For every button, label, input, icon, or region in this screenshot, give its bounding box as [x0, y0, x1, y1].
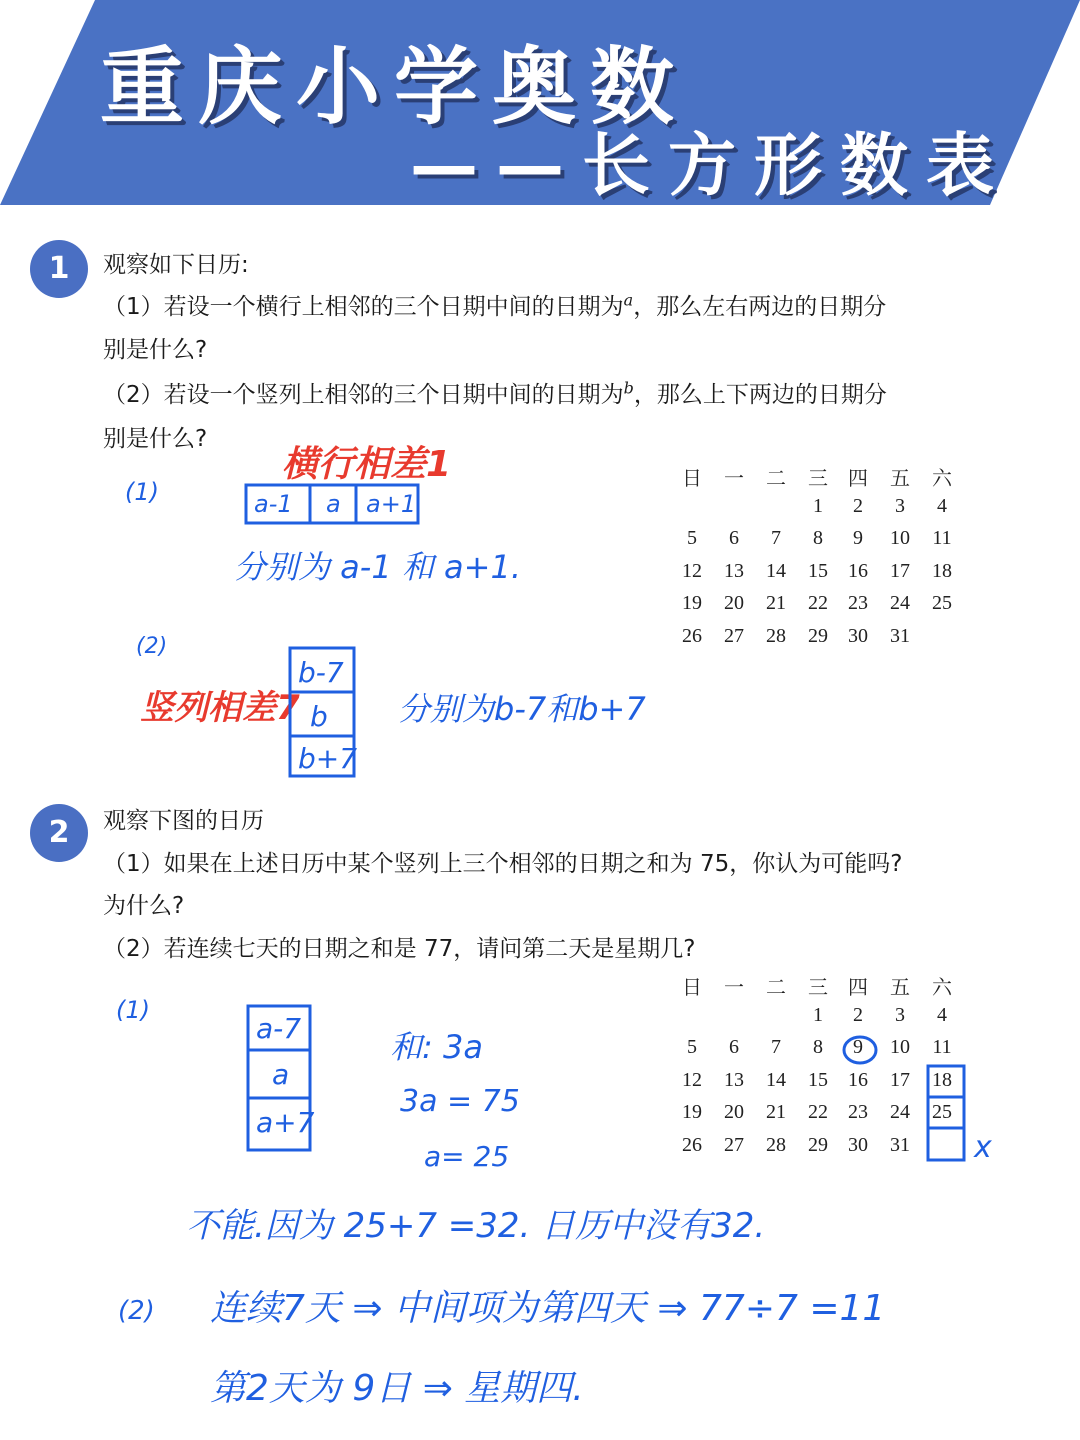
hw-answer-2: 分别为b-7和b+7 [398, 690, 646, 728]
hw-box-a: a [326, 490, 341, 518]
calendar-day: 10 [890, 1036, 910, 1059]
hw-q2-label-2: (2) [118, 1296, 155, 1326]
calendar-day: 31 [890, 625, 910, 647]
q2-part1: （1）如果在上述日历中某个竖列上三个相邻的日期之和为 75，你认为可能吗? [103, 851, 903, 877]
calendar-day: 26 [682, 625, 702, 647]
calendar-weekday: 四 [848, 468, 868, 490]
calendar-day: 23 [848, 592, 868, 615]
q2-intro: 观察下图的日历 [103, 808, 264, 834]
calendar-day: 31 [890, 1134, 910, 1156]
calendar-day: 12 [682, 559, 702, 582]
calendar-weekday: 日 [682, 977, 702, 999]
hw-q1-label-2: (2) [136, 634, 168, 659]
calendar-day: 11 [932, 1036, 952, 1059]
hw-answer-1: 分别为 a-1 和 a+1. [234, 548, 521, 586]
hw-eq-3a: 3a = 75 [400, 1084, 520, 1119]
q1-part2-text-end: ，那么上下两边的日期分 [633, 382, 887, 408]
calendar-day: 18 [932, 1068, 952, 1091]
calendar-weekday: 二 [766, 468, 786, 490]
calendar-day: 13 [724, 1068, 744, 1091]
calendar-day: 29 [808, 625, 828, 647]
hw-eq-a: a= 25 [424, 1140, 510, 1173]
calendar-weekday: 日 [682, 468, 702, 490]
q1-part1-text: （1）若设一个横行上相邻的三个日期中间的日期为 [103, 294, 624, 320]
hw-eq-sum: 和: 3a [390, 1028, 483, 1066]
q1-part2-continued: 别是什么? [103, 426, 208, 452]
calendar-2 [672, 971, 962, 1171]
calendar-day: 27 [724, 625, 744, 647]
calendar-day: 22 [808, 592, 828, 615]
calendar-weekday: 一 [724, 977, 744, 999]
hw-answer-q2-2b: 第2天为 9日 ⇒ 星期四. [210, 1368, 584, 1409]
calendar-day: 8 [813, 1036, 823, 1059]
calendar-weekday: 三 [808, 977, 828, 999]
calendar-day: 2 [853, 494, 863, 517]
calendar-day: 30 [848, 625, 868, 647]
hw-cross-mark: x [974, 1130, 992, 1165]
hw-q2-label-1: (1) [116, 996, 150, 1024]
calendar-day: 19 [682, 1101, 702, 1124]
hw-answer-q2-2a: 连续7天 ⇒ 中间项为第四天 ⇒ 77÷7 =11 [210, 1288, 886, 1329]
calendar-day: 27 [724, 1134, 744, 1156]
q1-part2 [103, 376, 887, 409]
hw-box-a-plus-7: a+7 [256, 1106, 315, 1139]
calendar-day: 24 [890, 592, 910, 615]
calendar-day: 17 [890, 1068, 910, 1091]
calendar-day: 20 [724, 592, 744, 615]
calendar-day: 21 [766, 1101, 786, 1124]
calendar-day: 3 [895, 494, 905, 517]
calendar-weekday: 五 [890, 468, 910, 490]
calendar-day: 2 [853, 1003, 863, 1026]
calendar-day: 1 [813, 1003, 823, 1026]
calendar-day: 9 [853, 527, 863, 550]
q1-part1-continued: 别是什么? [103, 337, 208, 363]
calendar-day: 1 [813, 494, 823, 517]
calendar-day: 28 [766, 1134, 786, 1156]
calendar-weekday: 一 [724, 468, 744, 490]
calendar-day: 9 [853, 1036, 863, 1059]
calendar-weekday: 三 [808, 468, 828, 490]
q1-part2-text: （2）若设一个竖列上相邻的三个日期中间的日期为 [103, 382, 624, 408]
calendar-day: 17 [890, 559, 910, 582]
calendar-day: 22 [808, 1101, 828, 1124]
calendar-day: 4 [937, 1003, 947, 1026]
calendar-day: 7 [771, 1036, 781, 1059]
hw-red-row-diff: 横行相差1 [282, 444, 452, 485]
calendar-1 [672, 462, 962, 662]
q2-part2: （2）若连续七天的日期之和是 77，请问第二天是星期几? [103, 936, 696, 962]
hw-box-a-minus-7: a-7 [256, 1012, 302, 1045]
calendar-day: 19 [682, 592, 702, 615]
calendar-weekday: 六 [932, 977, 952, 999]
hw-circle-9 [840, 1034, 880, 1066]
calendar-day: 21 [766, 592, 786, 615]
hw-red-col-diff: 竖列相差7 [140, 688, 300, 728]
q1-part1-text-end: ，那么左右两边的日期分 [633, 294, 887, 320]
variable-a: a [623, 290, 634, 310]
calendar-day: 4 [937, 494, 947, 517]
calendar-day: 16 [848, 559, 868, 582]
calendar-day: 6 [729, 527, 739, 550]
calendar-day: 3 [895, 1003, 905, 1026]
calendar-day: 10 [890, 527, 910, 550]
page-subtitle: ——长方形数表 [410, 127, 1013, 206]
calendar-day: 12 [682, 1068, 702, 1091]
calendar-day: 11 [932, 527, 952, 550]
calendar-day: 18 [932, 559, 952, 582]
calendar-weekday: 二 [766, 977, 786, 999]
calendar-day: 28 [766, 625, 786, 647]
calendar-day: 14 [766, 1068, 786, 1091]
calendar-weekday: 五 [890, 977, 910, 999]
calendar-day: 6 [729, 1036, 739, 1059]
calendar-day: 14 [766, 559, 786, 582]
q1-intro: 观察如下日历: [103, 252, 249, 278]
calendar-day: 30 [848, 1134, 868, 1156]
calendar-day: 23 [848, 1101, 868, 1124]
calendar-day: 7 [771, 527, 781, 550]
calendar-day: 24 [890, 1101, 910, 1124]
calendar-weekday: 六 [932, 468, 952, 490]
calendar-day: 5 [687, 1036, 697, 1059]
hw-answer-q2-1: 不能.因为 25+7 =32. 日历中没有32. [186, 1206, 766, 1246]
calendar-day: 16 [848, 1068, 868, 1091]
question-2-badge: 2 [30, 804, 88, 862]
question-1-badge: 1 [30, 240, 88, 298]
calendar-day: 5 [687, 527, 697, 550]
calendar-day: 13 [724, 559, 744, 582]
q2-part1-continued: 为什么? [103, 893, 185, 919]
hw-box-a-plus-1: a+1 [366, 490, 417, 518]
variable-b: b [623, 378, 634, 398]
hw-box-b: b [310, 700, 328, 733]
calendar-weekday: 四 [848, 977, 868, 999]
hw-box-a-minus-1: a-1 [254, 490, 293, 518]
hw-box-b-minus-7: b-7 [298, 656, 344, 689]
calendar-day: 20 [724, 1101, 744, 1124]
hw-col-highlight [924, 1064, 968, 1162]
calendar-day: 15 [808, 559, 828, 582]
calendar-day: 25 [932, 592, 952, 615]
hw-q1-label-1: (1) [125, 478, 159, 506]
calendar-day: 25 [932, 1101, 952, 1124]
calendar-day: 26 [682, 1134, 702, 1156]
calendar-day: 29 [808, 1134, 828, 1156]
hw-box-b-plus-7: b+7 [298, 742, 358, 775]
q1-part1 [103, 288, 886, 321]
calendar-day: 8 [813, 527, 823, 550]
calendar-day: 15 [808, 1068, 828, 1091]
page-title: 重庆小学奥数 [100, 38, 689, 136]
hw-box-a-mid: a [272, 1058, 290, 1091]
